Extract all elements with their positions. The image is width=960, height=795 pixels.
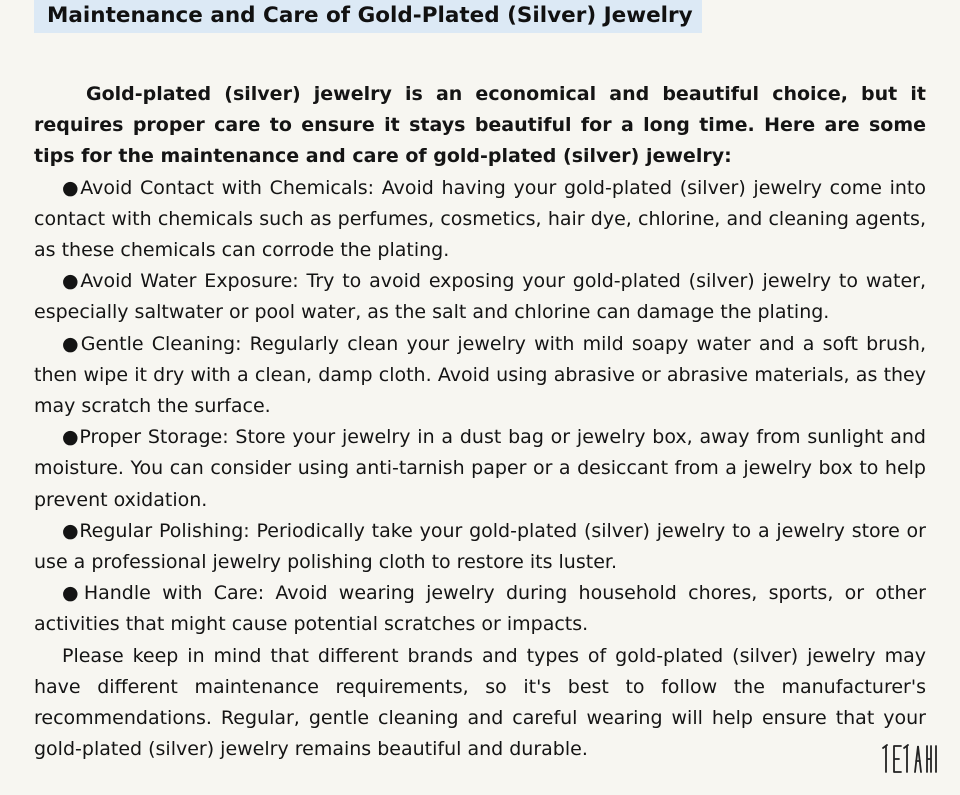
- tip-storage: ●Proper Storage: Store your jewelry in a dust bag or jewelry box, away from sunlight and moisture. You can consider using anti-tarnish paper or a desiccant from a jewelry box to help prevent oxidation.: [34, 426, 926, 511]
- tip-water: ●Avoid Water Exposure: Try to avoid exposing your gold-plated (silver) jewelry to water, especially saltwater or pool water, as the salt and chlorine can damage the plating.: [34, 270, 926, 324]
- intro-paragraph: Gold-plated (silver) jewelry is an economical and beautiful choice, but it requires proper care to ensure it stays beautiful for a long time. Here are some tips for the maintenance and care of gold-plated (silver) jewelry:: [34, 83, 926, 168]
- page-title: Maintenance and Care of Gold-Plated (Silver) Jewelry: [47, 3, 693, 28]
- article-body: [34, 79, 926, 765]
- closing-paragraph: Please keep in mind that different brands and types of gold-plated (silver) jewelry may have different maintenance requirements, so it's best to follow the manufacturer's recommendations. Regular, gentle cleaning and careful wearing will help ensure that your gold-plated (silver) jewelry remains beautiful and durable.: [34, 644, 926, 761]
- tip-handling: ●Handle with Care: Avoid wearing jewelry during household chores, sports, or other activities that might cause potential scratches or impacts.: [34, 582, 926, 636]
- tip-polishing: ●Regular Polishing: Periodically take your gold-plated (silver) jewelry to a jewelry store or use a professional jewelry polishing cloth to restore its luster.: [34, 519, 926, 574]
- tip-cleaning: ●Gentle Cleaning: Regularly clean your jewelry with mild soapy water and a soft brush, then wipe it dry with a clean, damp cloth. Avoid using abrasive or abrasive materials, as they may scratch the surface.: [34, 332, 926, 418]
- tip-chemicals: ●Avoid Contact with Chemicals: Avoid having your gold-plated (silver) jewelry come into contact with chemicals such as perfumes, cosmetics, hair dye, chlorine, and cleaning agents, as these chemicals can corrode the plating.: [34, 176, 926, 262]
- brand-logo-icon: [880, 740, 940, 776]
